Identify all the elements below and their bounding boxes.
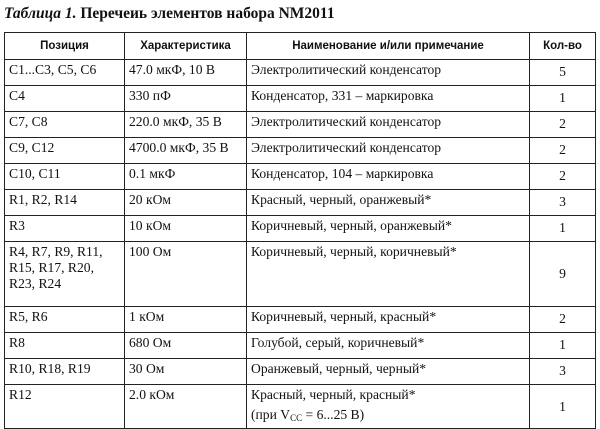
table-row xyxy=(5,190,596,216)
table-row xyxy=(5,86,596,112)
cell-name xyxy=(247,385,530,429)
cell-name-text: Красный, черный, красный* xyxy=(251,387,416,402)
table-row xyxy=(5,385,596,429)
cell-qty: 3 xyxy=(530,190,596,216)
cell-spec: 2.0 кОм xyxy=(125,385,247,429)
column-header-qty: Кол-во xyxy=(530,33,596,60)
table-row xyxy=(5,359,596,385)
cell-position: R10, R18, R19 xyxy=(5,359,125,385)
cell-name: Коричневый, черный, оранжевый* xyxy=(247,216,530,242)
note-prefix: (при V xyxy=(251,407,291,422)
table-caption xyxy=(4,2,335,26)
cell-name: Красный, черный, оранжевый* xyxy=(247,190,530,216)
cell-name: Оранжевый, черный, черный* xyxy=(247,359,530,385)
cell-spec: 4700.0 мкФ, 35 В xyxy=(125,138,247,164)
cell-spec: 100 Ом xyxy=(125,242,247,307)
table-row xyxy=(5,164,596,190)
cell-qty: 2 xyxy=(530,307,596,333)
cell-spec: 680 Ом xyxy=(125,333,247,359)
cell-position: C10, C11 xyxy=(5,164,125,190)
table-row xyxy=(5,60,596,86)
cell-position: R3 xyxy=(5,216,125,242)
cell-name: Конденсатор, 331 – маркировка xyxy=(247,86,530,112)
table-row xyxy=(5,242,596,307)
table-row xyxy=(5,216,596,242)
column-header-position: Позиция xyxy=(5,33,125,60)
header-row xyxy=(5,33,596,60)
cell-spec: 220.0 мкФ, 35 В xyxy=(125,112,247,138)
cell-qty: 1 xyxy=(530,86,596,112)
cell-spec: 47.0 мкФ, 10 В xyxy=(125,60,247,86)
cell-position: C4 xyxy=(5,86,125,112)
cell-name: Коричневый, черный, коричневый* xyxy=(247,242,530,307)
components-table xyxy=(4,32,596,429)
table-row xyxy=(5,112,596,138)
table-row xyxy=(5,138,596,164)
cell-qty: 5 xyxy=(530,60,596,86)
cell-name: Электролитический конденсатор xyxy=(247,112,530,138)
cell-qty: 1 xyxy=(530,385,596,429)
cell-qty: 2 xyxy=(530,138,596,164)
cell-position: R4, R7, R9, R11, R15, R17, R20, R23, R24 xyxy=(5,242,125,307)
cell-position: C7, C8 xyxy=(5,112,125,138)
cell-name: Электролитический конденсатор xyxy=(247,138,530,164)
note-subscript: CC xyxy=(290,413,303,423)
cell-spec: 330 пФ xyxy=(125,86,247,112)
cell-name: Конденсатор, 104 – маркировка xyxy=(247,164,530,190)
cell-qty: 2 xyxy=(530,164,596,190)
cell-spec: 20 кОм xyxy=(125,190,247,216)
cell-position: R8 xyxy=(5,333,125,359)
caption-title: Перечеиь элементов набора NM2011 xyxy=(80,5,335,22)
cell-spec: 0.1 мкФ xyxy=(125,164,247,190)
cell-position: R1, R2, R14 xyxy=(5,190,125,216)
cell-name: Голубой, серый, коричневый* xyxy=(247,333,530,359)
cell-name-note xyxy=(251,405,525,428)
cell-position: R12 xyxy=(5,385,125,429)
table-row xyxy=(5,333,596,359)
caption-number: Таблица 1. xyxy=(4,5,77,22)
column-header-spec: Характеристика xyxy=(125,33,247,60)
cell-position: C9, C12 xyxy=(5,138,125,164)
cell-spec: 30 Ом xyxy=(125,359,247,385)
table-row xyxy=(5,307,596,333)
cell-spec: 10 кОм xyxy=(125,216,247,242)
cell-name: Коричневый, черный, красный* xyxy=(247,307,530,333)
cell-position: C1...C3, C5, C6 xyxy=(5,60,125,86)
cell-qty: 1 xyxy=(530,216,596,242)
cell-spec: 1 кОм xyxy=(125,307,247,333)
note-suffix: = 6...25 В) xyxy=(302,407,365,422)
cell-position: R5, R6 xyxy=(5,307,125,333)
cell-qty: 1 xyxy=(530,333,596,359)
cell-qty: 2 xyxy=(530,112,596,138)
cell-qty: 9 xyxy=(530,242,596,307)
column-header-name: Наименование и/или примечание xyxy=(247,33,530,60)
cell-name: Электролитический конденсатор xyxy=(247,60,530,86)
cell-qty: 3 xyxy=(530,359,596,385)
